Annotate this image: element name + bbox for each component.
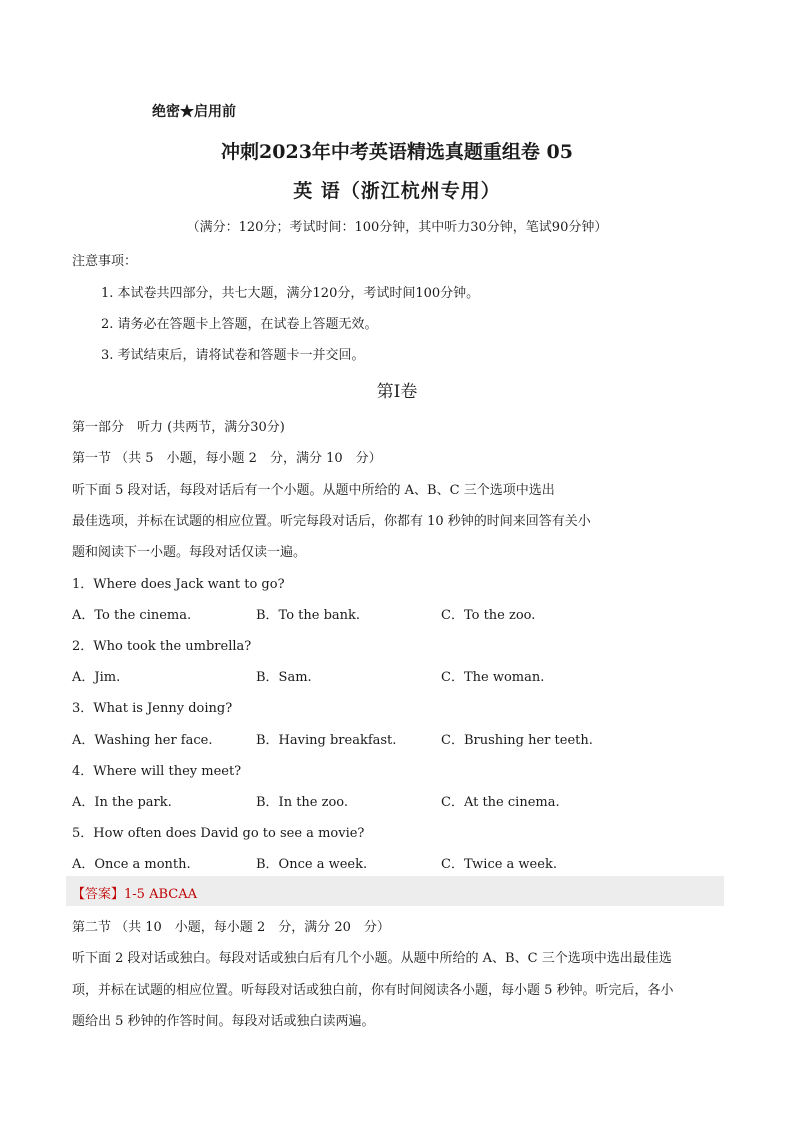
score-info: （满分：120分；考试时间：100分钟，其中听力30分钟，笔试90分钟）: [186, 220, 608, 235]
option-a: A．In the park.: [72, 795, 172, 810]
option-c: C．At the cinema.: [441, 795, 560, 810]
question-text: 5．How often does David go to see a movie?: [72, 826, 365, 841]
volume-title: 第I卷: [376, 382, 418, 402]
option-c: C．Twice a week.: [441, 857, 557, 872]
section2-heading: 第二节 （共 10 小题，每小题 2 分，满分 20 分）: [72, 920, 390, 935]
note-item: 2. 请务必在答题卡上答题，在试卷上答题无效。: [101, 317, 378, 332]
section1-heading: 第一节 （共 5 小题，每小题 2 分，满分 10 分）: [72, 451, 382, 466]
section1-instruction: 题和阅读下一小题。每段对话仅读一遍。: [72, 545, 307, 560]
section2-instruction: 题给出 5 秒钟的作答时间。每段对话或独白读两遍。: [72, 1014, 375, 1029]
exam-subtitle: 英 语（浙江杭州专用）: [293, 180, 501, 202]
question-text: 4．Where will they meet?: [72, 764, 242, 779]
option-b: B．To the bank.: [256, 608, 361, 623]
option-c: C．The woman.: [441, 670, 545, 685]
exam-title: 冲刺2023年中考英语精选真题重组卷 05: [221, 141, 573, 163]
note-item: 3. 考试结束后，请将试卷和答题卡一并交回。: [101, 348, 365, 363]
option-b: B．Having breakfast.: [256, 733, 397, 748]
option-b: B．In the zoo.: [256, 795, 349, 810]
option-c: C．To the zoo.: [441, 608, 536, 623]
part1-heading: 第一部分 听力 (共两节，满分30分): [72, 420, 285, 435]
section1-instruction: 最佳选项，并标在试题的相应位置。听完每段对话后，你都有 10 秒钟的时间来回答有关小: [72, 514, 591, 529]
section1-instruction: 听下面 5 段对话，每段对话后有一个小题。从题中所给的 A、B、C 三个选项中选出: [72, 483, 555, 498]
question-text: 3．What is Jenny doing?: [72, 701, 233, 716]
notes-heading: 注意事项：: [72, 254, 138, 269]
option-a: A．Jim.: [72, 670, 121, 685]
question-text: 1．Where does Jack want to go?: [72, 577, 285, 592]
option-b: B．Once a week.: [256, 857, 368, 872]
option-a: A．Once a month.: [72, 857, 191, 872]
answer-text: 【答案】1-5 ABCAA: [72, 887, 197, 902]
option-a: A．To the cinema.: [72, 608, 192, 623]
question-text: 2．Who took the umbrella?: [72, 639, 252, 654]
option-c: C．Brushing her teeth.: [441, 733, 593, 748]
note-item: 1. 本试卷共四部分，共七大题，满分120分，考试时间100分钟。: [101, 286, 480, 301]
section2-instruction: 项，并标在试题的相应位置。听每段对话或独白前，你有时间阅读各小题，每小题 5 秒钟。听完后，各小: [72, 983, 674, 998]
secret-mark: 绝密★启用前: [152, 104, 236, 120]
option-a: A．Washing her face.: [72, 733, 213, 748]
section2-instruction: 听下面 2 段对话或独白。每段对话或独白后有几个小题。从题中所给的 A、B、C 三个选项中选出最佳选: [72, 951, 672, 966]
answer-box: [66, 876, 724, 906]
option-b: B．Sam.: [256, 670, 312, 685]
